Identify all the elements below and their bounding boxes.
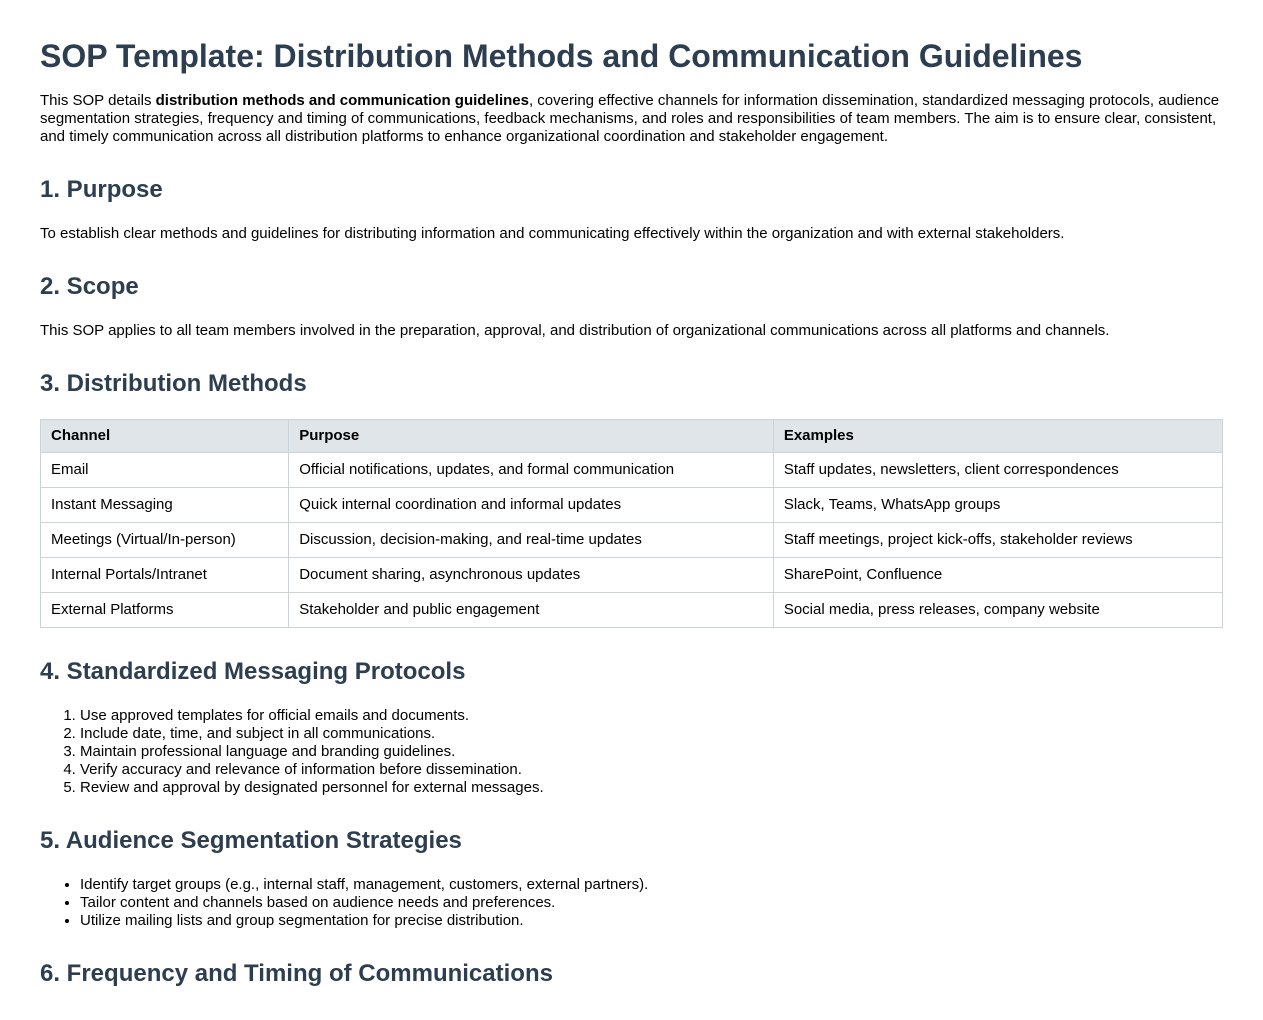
- table-cell-channel: Internal Portals/Intranet: [41, 558, 289, 593]
- list-item: 1. Use approved templates for official emails and documents.: [80, 707, 1223, 725]
- table-header-purpose: Purpose: [289, 420, 774, 453]
- section-audience-segmentation-heading: 5. Audience Segmentation Strategies: [40, 827, 462, 854]
- table-header-channel: Channel: [41, 420, 289, 453]
- table-body: [41, 453, 1223, 628]
- table-cell-examples: Staff meetings, project kick-offs, stakeholder reviews: [773, 523, 1222, 558]
- table-row: [41, 453, 1223, 488]
- list-item: 3. Maintain professional language and branding guidelines.: [80, 743, 1223, 761]
- intro-text-after: , covering effective channels for information dissemination, standardized messaging protocols, audience segmentation strategies, frequency and timing of communications, feedback mechanisms, and roles and responsibilities of team members. The aim is to ensure clear, consistent, and timely communication across all distribution platforms to enhance organizational coordination and stakeholder engagement.: [40, 92, 1220, 145]
- intro-text-before: This SOP details: [40, 92, 156, 109]
- table-cell-purpose: Quick internal coordination and informal updates: [289, 488, 774, 523]
- table-cell-examples: SharePoint, Confluence: [773, 558, 1222, 593]
- list-item: • Identify target groups (e.g., internal staff, management, customers, external partners).: [80, 876, 1223, 894]
- table-row: [41, 558, 1223, 593]
- table-cell-channel: External Platforms: [41, 593, 289, 628]
- table-head: [41, 420, 1223, 453]
- audience-segmentation-list: [40, 876, 1223, 930]
- section-scope-heading: 2. Scope: [40, 273, 139, 300]
- list-item: • Tailor content and channels based on audience needs and preferences.: [80, 894, 1223, 912]
- table-cell-channel: Meetings (Virtual/In-person): [41, 523, 289, 558]
- distribution-methods-table: [40, 419, 1223, 628]
- page-title: SOP Template: Distribution Methods and Communication Guidelines: [40, 38, 1083, 74]
- messaging-protocols-list: [40, 707, 1223, 797]
- section-messaging-protocols-heading: 4. Standardized Messaging Protocols: [40, 658, 466, 685]
- purpose-body: To establish clear methods and guidelines for distributing information and communicating effectively within the organization and with external stakeholders.: [40, 225, 1065, 242]
- table-cell-purpose: Stakeholder and public engagement: [289, 593, 774, 628]
- section-purpose-heading: 1. Purpose: [40, 176, 163, 203]
- section-distribution-methods-heading: 3. Distribution Methods: [40, 370, 307, 397]
- section-frequency-timing-heading: 6. Frequency and Timing of Communications: [40, 960, 553, 987]
- table-cell-purpose: Official notifications, updates, and formal communication: [289, 453, 774, 488]
- list-item: • Utilize mailing lists and group segmentation for precise distribution.: [80, 912, 1223, 930]
- table-cell-purpose: Discussion, decision-making, and real-time updates: [289, 523, 774, 558]
- list-item: 5. Review and approval by designated personnel for external messages.: [80, 779, 1223, 797]
- table-cell-channel: Instant Messaging: [41, 488, 289, 523]
- list-item: 4. Verify accuracy and relevance of information before dissemination.: [80, 761, 1223, 779]
- table-cell-examples: Social media, press releases, company website: [773, 593, 1222, 628]
- intro-paragraph: [40, 92, 1223, 146]
- table-row: [41, 488, 1223, 523]
- table-row: [41, 593, 1223, 628]
- table-cell-channel: Email: [41, 453, 289, 488]
- scope-body: This SOP applies to all team members involved in the preparation, approval, and distribution of organizational communications across all platforms and channels.: [40, 322, 1110, 339]
- table-cell-examples: Slack, Teams, WhatsApp groups: [773, 488, 1222, 523]
- table-cell-purpose: Document sharing, asynchronous updates: [289, 558, 774, 593]
- list-item: 2. Include date, time, and subject in all communications.: [80, 725, 1223, 743]
- table-cell-examples: Staff updates, newsletters, client correspondences: [773, 453, 1222, 488]
- intro-bold-text: distribution methods and communication guidelines: [155, 92, 529, 109]
- table-header-row: [41, 420, 1223, 453]
- table-row: [41, 523, 1223, 558]
- table-header-examples: Examples: [773, 420, 1222, 453]
